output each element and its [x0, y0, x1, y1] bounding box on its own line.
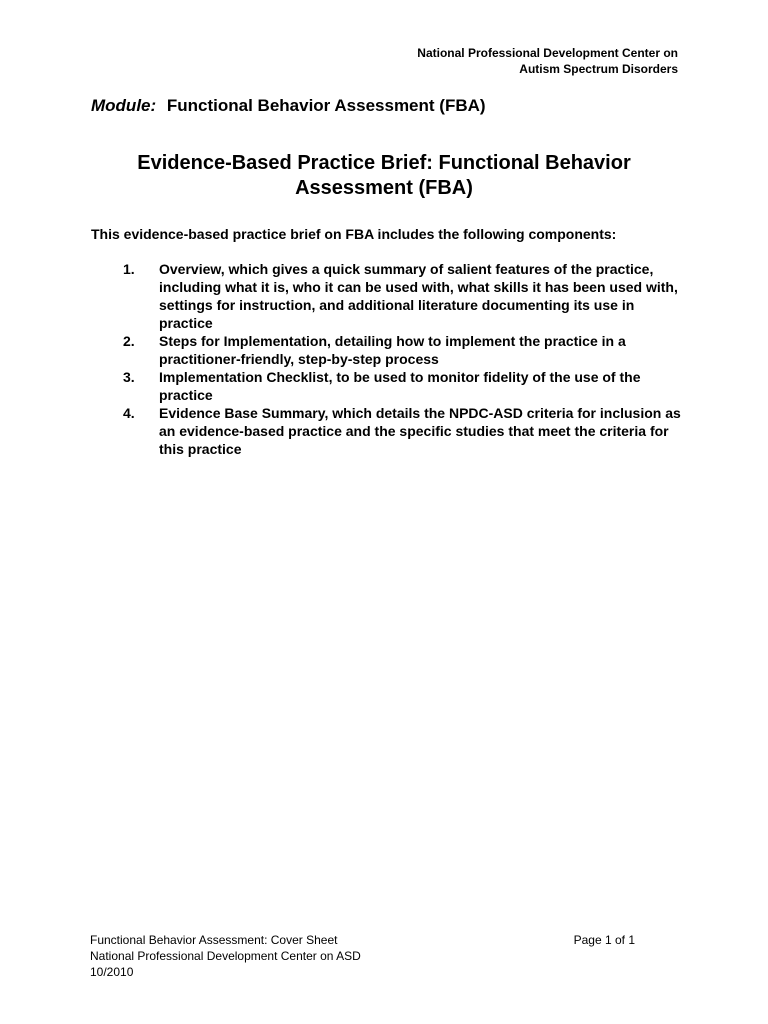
header-org-line-2: Autism Spectrum Disorders	[519, 62, 678, 76]
module-line	[91, 96, 486, 116]
document-title-line-1: Evidence-Based Practice Brief: Functional Behavior	[137, 152, 631, 174]
list-item	[123, 368, 683, 404]
components-list	[123, 260, 683, 458]
document-title	[91, 151, 677, 201]
list-item-text: Overview, which gives a quick summary of salient features of the practice, including what it is, who it can be used with, what skills it has been used with, settings for instruction, and additional literature documenting its use in practice	[159, 261, 678, 331]
list-item-text: Steps for Implementation, detailing how to implement the practice in a practitioner-friendly, step-by-step process	[159, 333, 626, 367]
list-item	[123, 332, 683, 368]
list-item	[123, 260, 683, 332]
footer-document-name: Functional Behavior Assessment: Cover Sheet	[90, 933, 338, 947]
list-item-number: 4.	[123, 405, 135, 421]
footer-date: 10/2010	[90, 965, 134, 979]
page-footer	[90, 932, 635, 980]
list-item-text: Evidence Base Summary, which details the NPDC-ASD criteria for inclusion as an evidence-based practice and the specific studies that meet the criteria for this practice	[159, 405, 681, 457]
list-item-text: Implementation Checklist, to be used to monitor fidelity of the use of the practice	[159, 369, 641, 403]
header-organization	[417, 45, 678, 77]
intro-paragraph: This evidence-based practice brief on FBA includes the following components:	[91, 226, 617, 242]
list-item-number: 3.	[123, 369, 135, 385]
list-item-number: 1.	[123, 261, 135, 277]
module-label: Module:	[91, 96, 157, 115]
module-name: Functional Behavior Assessment (FBA)	[166, 96, 486, 115]
footer-organization: National Professional Development Center on ASD	[90, 949, 361, 963]
list-item-number: 2.	[123, 333, 135, 349]
footer-page-number: Page 1 of 1	[573, 933, 635, 947]
list-item	[123, 404, 683, 458]
footer-row	[90, 932, 635, 948]
document-title-line-2: Assessment (FBA)	[295, 177, 473, 199]
header-org-line-1: National Professional Development Center on	[417, 46, 678, 60]
